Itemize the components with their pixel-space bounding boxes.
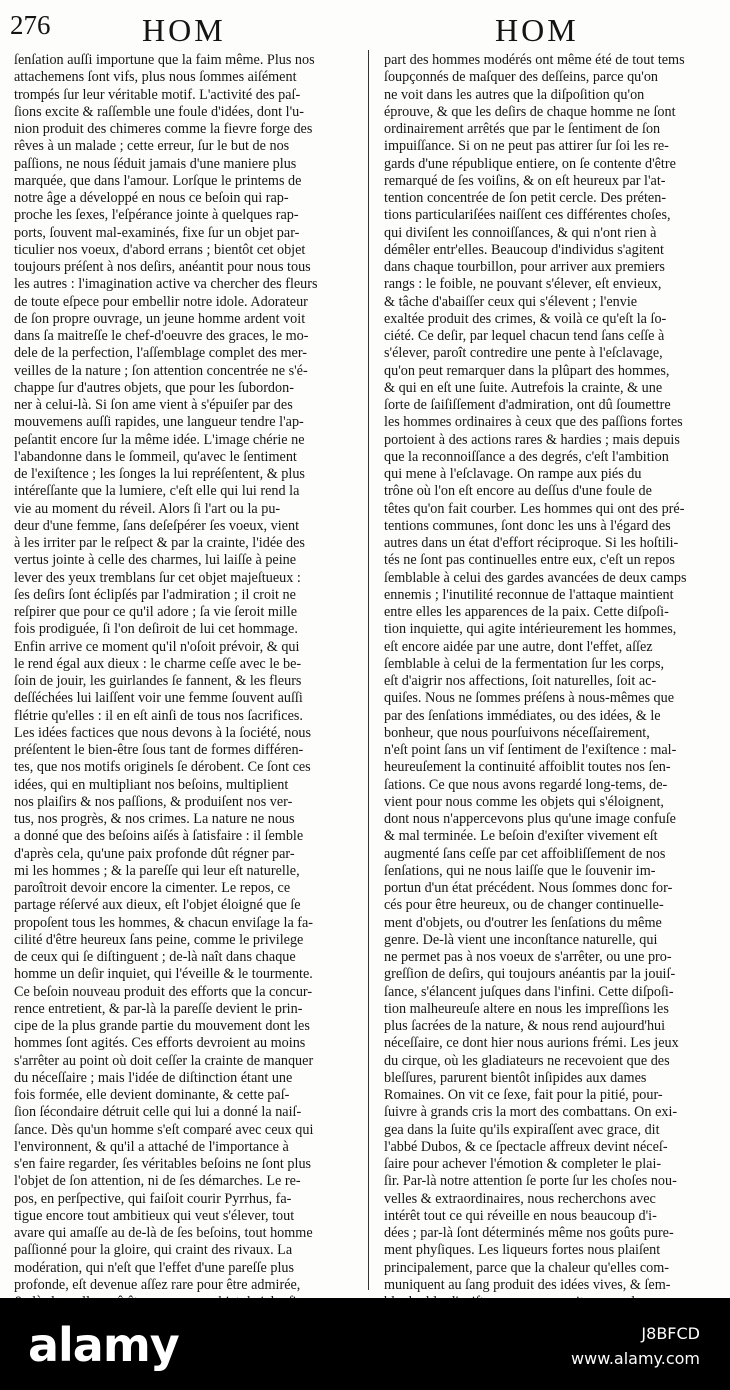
text-line: chappe ſur d'autres objets, que pour les ſubordon- <box>14 379 294 396</box>
text-line: de l'exiſtence ; les ſonges la lui repréſentent, & plus <box>14 466 305 482</box>
text-line: heureuſement la continuité affoiblit toutes nos ſen- <box>384 759 671 776</box>
page-number: 276 <box>10 10 51 40</box>
text-line: exaltée produit des crimes, & voilà ce qu'eſt la ſo- <box>384 310 667 327</box>
text-line: tion malheureuſe altere en nous les impreſſions les <box>384 1000 669 1017</box>
text-line: dans chaque tourbillon, pour arriver aux premiers <box>384 259 665 275</box>
text-line: quiſes. Nous ne ſommes préſens à nous-mêmes que <box>384 690 674 707</box>
text-line: impuiſſance. Si on ne peut pas attirer ſur ſoi les re- <box>384 138 669 155</box>
text-line: l'abbé Dubos, & ce ſpectacle affreux devint néceſ- <box>384 1138 668 1155</box>
text-line: s'en faire regarder, ſes véritables beſoins ne ſont plus <box>14 1156 312 1172</box>
text-line: Romaines. On vit ce ſexe, fait pour la pitié, pour- <box>384 1087 663 1103</box>
text-line: lever des yeux tremblans ſur cet objet majeſtueux : <box>14 569 301 586</box>
text-line: ſoin de jouir, les guirlandes ſe fannent, & les fleurs <box>14 673 302 689</box>
text-line: ticulier nos voeux, d'abord errans ; bientôt cet objet <box>14 241 306 258</box>
text-line: les autres : l'imagination active va chercher des fleurs <box>14 276 318 293</box>
text-line: ordinairement arrêtés que par le ſentiment de ſon <box>384 121 661 137</box>
text-line: & mal terminée. Le beſoin d'exiſter vivement eſt <box>384 828 658 845</box>
text-line: reſpirer que pour ce qu'il adore ; ſa vie ſeroit mille <box>14 604 298 620</box>
image-id: J8BFCD <box>641 1324 700 1343</box>
text-line: de ſon propre ouvrage, un jeune homme ardent voit <box>14 310 306 327</box>
running-head-right: HOM <box>495 12 579 48</box>
text-line: idées, qui en multipliant nos beſoins, multiplient <box>14 776 289 793</box>
text-line: ſes deſirs ſont éclipſés par l'admiration ; il croit ne <box>14 586 296 603</box>
text-line: gea dans la ſuite qu'ils expiraſſent avec grace, dit <box>384 1121 660 1138</box>
text-line: qu'on peut remarquer dans la plûpart des hommes, <box>384 362 670 379</box>
text-line: greſſion de deſirs, qui toujours anéantis par la jouiſ- <box>384 966 676 983</box>
text-line: deſſéchées lui laiſſent voir une femme ſouvent auſſi <box>14 690 303 707</box>
text-line: genre. De-là vient une inconſtance naturelle, qui <box>384 931 658 948</box>
text-line: dées ; par-là ſont déterminés même nos goûts pure- <box>384 1225 674 1241</box>
text-line: démêler entr'elles. Beaucoup d'individus s'agitent <box>384 241 664 258</box>
text-line: paroîtroit devoir encore la cimenter. Le repos, ce <box>14 880 291 896</box>
text-line: ſion ſécondaire détruit celle qui lui a donné la naiſ- <box>14 1104 302 1121</box>
text-line: proche les ſexes, l'eſpérance jointe à quelques rap- <box>14 207 299 224</box>
text-line: augmenté ſans ceſſe par cet affoibliſſement de nos <box>384 845 666 862</box>
text-line: portoient à des actions rares & hardies ; mais depuis <box>384 431 680 448</box>
text-line: néceſſaire, ce dont hier nous aurions frémi. Les jeux <box>384 1035 679 1052</box>
text-line: ment d'objets, ou d'outrer les ſenſations du même <box>384 914 662 931</box>
text-line: Ce beſoin nouveau produit des efforts que la concur- <box>14 983 313 1000</box>
text-line: & qui en eſt une ſuite. Autrefois la crainte, & une <box>384 379 663 396</box>
text-line: tention concentrée de ſon petit cercle. Des préten- <box>384 190 667 206</box>
text-line: partage réſervé aux dieux, eſt l'objet éloigné que ſe <box>14 897 301 914</box>
text-line: Les idées factices que nous devons à la ſociété, nous <box>14 724 312 741</box>
text-line: deur d'une femme, ſans deſeſpérer ſes voeux, vient <box>14 517 300 534</box>
text-line: ſemblable à celui de la fermentation ſur les corps, <box>384 655 665 672</box>
text-line: ſoupçonnés de maſquer des deſſeins, parce qu'on <box>384 69 659 86</box>
text-line: cipe de la plus grande partie du mouvement dont les <box>14 1018 310 1034</box>
text-line: flétrie qu'elles : il en eſt ainſi de tous nos ſacrifices. <box>14 707 303 724</box>
text-line: tentions communes, ſont donc les uns à l'égard des <box>384 517 671 534</box>
text-line: têtes qu'on fait courber. Les hommes qui ont des pré- <box>384 500 685 517</box>
text-line: l'abandonne dans le ſommeil, qu'avec le ſentiment <box>14 448 297 465</box>
text-line: profonde, eſt devenue aſſez rare pour être admirée, <box>14 1276 301 1293</box>
brand-name: alamy <box>28 1318 179 1372</box>
text-line: propoſent tous les hommes, & chacun enviſage la fa- <box>14 914 314 931</box>
text-line: ſations. Ce que nous avons regardé long-tems, de- <box>384 776 668 793</box>
text-line: éprouve, & que les deſirs de chaque homme ne ſont <box>384 103 676 120</box>
text-line: homme un deſir inquiet, qui l'éveille & le tourmente. <box>14 966 313 983</box>
text-line: entre elles les apparences de la paix. Cette diſpoſi- <box>384 604 669 620</box>
text-line: par des ſenſations immédiates, ou des idées, & le <box>384 707 661 724</box>
text-line: marquée, que dans l'amour. Lorſque le printems de <box>14 172 302 189</box>
text-line: attachemens ſont vifs, plus nous ſommes aiſément <box>14 69 297 86</box>
text-line: ſuivre à grands cris la mort des combattans. On exi- <box>384 1104 678 1121</box>
text-line: trône où l'on eſt encore au deſſus d'une foule de <box>384 483 652 500</box>
text-line: ſance, s'élancent juſques dans l'infini. Cette diſpoſi- <box>384 983 674 1000</box>
text-line: ne voit dans les autres que la diſpoſition qu'on <box>384 86 645 103</box>
text-line: ſemblable à celui des gardes avancées de deux camps <box>384 569 687 586</box>
text-line: intérêt tout ce qui réveille en nous beaucoup d'i- <box>384 1207 657 1224</box>
text-line: l'environnent, & qu'il a attaché de l'importance à <box>14 1138 289 1155</box>
text-line: eſt d'aigrir nos affections, ſoit naturelles, ſoit ac- <box>384 673 657 689</box>
text-line: d'après cela, qu'une paix profonde dût régner par- <box>14 845 295 862</box>
text-line: vient pour nous comme les objets qui s'éloignent, <box>384 793 664 810</box>
text-line: eſt encore aidée par une autre, dont l'effet, aſſez <box>384 638 653 655</box>
text-line: ſions excite & raſſemble une foule d'idées, dont l'u- <box>14 103 304 120</box>
text-line: remarqué de ſes voiſins, & on eſt heureux par l'at- <box>384 172 666 189</box>
text-line: avare qui amaſſe au de-là de ſes beſoins, tout homme <box>14 1225 313 1241</box>
text-line: du cirque, où les gladiateurs ne recevoient que des <box>384 1052 670 1069</box>
text-line: tions particulariſées naiſſent ces différentes choſes, <box>384 207 671 224</box>
text-line: vertus jointe à celle des charmes, lui laiſſe à peine <box>14 552 297 569</box>
watermark-banner <box>0 1298 730 1390</box>
text-line: part des hommes modérés ont même été de tout tems <box>384 52 685 68</box>
text-line: que la reconnoiſſance a des degrés, c'eſt l'ambition <box>384 448 669 465</box>
text-line: les hommes ordinaires à ceux que des paſſions fortes <box>384 414 683 431</box>
text-line: ment phyſiques. Les liqueurs fortes nous plaiſent <box>384 1242 661 1259</box>
text-line: veilles de la nature ; ſon attention concentrée ne s'é- <box>14 362 308 379</box>
text-line: paſſions, ne nous ſéduit jamais d'une maniere plus <box>14 155 297 172</box>
text-line: fois prodiguée, ſi l'on deſiroit de lui cet hommage. <box>14 621 298 638</box>
text-line: ſenſation auſſi importune que la faim même. Plus nos <box>14 52 315 68</box>
text-line: muniquent au ſang produit des idées vives, & ſem- <box>384 1276 671 1293</box>
text-line: s'arrêter au point où doit ceſſer la crainte de manquer <box>14 1052 314 1069</box>
text-line: de toute eſpece pour embellir notre idole. Adorateur <box>14 293 308 310</box>
text-line: s'élever, paroît contredire une pente à l'eſclavage, <box>384 345 663 362</box>
text-line: mi les hommes ; & la pareſſe qui leur eſt naturelle, <box>14 862 300 879</box>
text-line: cilité d'être heureux ſans peine, comme le privilege <box>14 931 304 948</box>
site-url: www.alamy.com <box>571 1349 700 1368</box>
text-line: notre âge a développé en nous ce beſoin qui rap- <box>14 190 289 206</box>
text-line: peſantit encore ſur la même idée. L'image chérie ne <box>14 431 305 448</box>
text-line: n'eſt point ſans un vif ſentiment de l'exiſtence : mal- <box>384 742 677 758</box>
text-line: ne permet pas à nos voeux de s'arrêter, ou une pro- <box>384 949 672 965</box>
text-line: ner à celui-là. Si ſon ame vient à s'épuiſer par des <box>14 397 293 413</box>
running-head-left: HOM <box>142 12 226 48</box>
text-line: pos, en perſpective, qui faiſoit courir Pyrrhus, fa- <box>14 1190 292 1207</box>
text-line: cés pour être heureux, ou de changer continuelle- <box>384 897 664 914</box>
text-line: préſentent le bien-être ſous tant de formes différen- <box>14 742 304 758</box>
text-line: fois formée, elle devient dominante, & cette paſ- <box>14 1087 290 1103</box>
text-line: nos plaiſirs & nos paſſions, & produiſent nos ver- <box>14 793 293 810</box>
text-line: ports, ſouvent mal-examinés, fixe ſur un objet par- <box>14 224 300 241</box>
column-divider <box>368 50 369 1290</box>
text-line: gards d'une république entiere, on ſe contente d'être <box>384 155 676 172</box>
text-line: l'objet de ſon attention, ni de ſes démarches. Le re- <box>14 1173 301 1190</box>
text-line: autres dans un état d'effort réciproque. Si les hoſtili- <box>384 535 679 551</box>
text-line: tion inquiette, qui agite intérieurement les hommes, <box>384 621 677 638</box>
text-line: tus, nos progrès, & nos crimes. La nature ne nous <box>14 811 295 827</box>
text-line: trompés ſur leur véritable motif. L'activité des paſ- <box>14 86 301 103</box>
text-line: mouvemens auſſi rapides, une langueur tendre l'ap- <box>14 414 304 431</box>
text-line: ſenſations, qui ne nous laiſſe que le ſouvenir im- <box>384 862 656 879</box>
text-line: ſaire pour achever l'émotion & completer le plai- <box>384 1156 662 1172</box>
text-line: du néceſſaire ; mais l'idée de diſtinction étant une <box>14 1069 293 1086</box>
text-line: ſance. Dès qu'un homme s'eſt comparé avec ceux qui <box>14 1121 314 1138</box>
image-info <box>571 1324 700 1368</box>
text-line: ennemis ; l'inutilité reconnue de l'attaque maintient <box>384 586 674 603</box>
text-line: velles & extraordinaires, nous recherchons avec <box>384 1190 656 1207</box>
text-line: Enfin arrive ce moment qu'il n'oſoit prévoir, & qui <box>14 638 300 655</box>
text-column-right <box>384 52 720 1329</box>
text-line: portun d'un état précédent. Nous ſommes donc for- <box>384 880 673 896</box>
text-line: ſorte de ſaiſiſſement d'admiration, ont dû ſoumettre <box>384 397 671 413</box>
text-line: qui mene à l'eſclavage. On rampe aux piés du <box>384 466 642 482</box>
text-line: dele de la perfection, l'aſſemblage complet des mer- <box>14 345 307 362</box>
text-line: dans ſa maitreſſe le chef-d'oeuvre des graces, le mo- <box>14 328 309 344</box>
text-line: principalement, parce que la chaleur qu'elles com- <box>384 1259 669 1276</box>
text-line: le rend égal aux dieux : le charme ceſſe avec le be- <box>14 655 302 672</box>
text-line: rêves à un malade ; cette erreur, ſur le but de nos <box>14 138 290 155</box>
text-line: hommes ſont agités. Ces efforts devroient au moins <box>14 1035 306 1052</box>
text-line: vie au moment du réveil. Alors ſi l'art ou la pu- <box>14 500 281 517</box>
text-line: rangs : le foible, ne pouvant s'élever, eſt envieux, <box>384 276 662 293</box>
text-line: dont nous n'appercevons plus qu'une image confuſe <box>384 811 676 827</box>
text-line: nion produit des chimeres comme la fievre forge des <box>14 121 313 137</box>
brand-logo <box>28 1318 179 1372</box>
text-line: tigue encore tout ambitieux qui veut s'élever, tout <box>14 1207 295 1224</box>
text-line: tes, que nos motifs originels ſe dérobent. Ce ſont ces <box>14 759 311 776</box>
text-line: paſſionné pour la gloire, qui craint des rivaux. La <box>14 1242 293 1259</box>
text-line: intéreſſante que la lumiere, c'eſt elle qui lui rend la <box>14 483 300 500</box>
text-line: a donné que des beſoins aiſés à ſatisfaire : il ſemble <box>14 828 304 845</box>
text-line: modération, qui n'eſt que l'effet d'une pareſſe plus <box>14 1259 295 1276</box>
text-line: & tâche d'abaiſſer ceux qui s'élevent ; l'envie <box>384 293 638 310</box>
text-line: à les irriter par le reſpect & par la crainte, l'idée des <box>14 535 305 551</box>
text-line: tés ne ſont pas continuelles entre eux, c'eſt un repos <box>384 552 675 569</box>
text-line: toujours préſent à nos deſirs, anéantit pour nous tous <box>14 259 311 275</box>
text-line: bonheur, que nous pourſuivons néceſſairement, <box>384 724 650 741</box>
text-line: rence entretient, & par-là la pareſſe devient le prin- <box>14 1000 303 1017</box>
text-line: de ceux qui ſe diſtinguent ; de-là naît dans chaque <box>14 949 296 965</box>
text-column-left <box>14 52 362 1329</box>
text-line: ſir. Par-là notre attention ſe porte ſur les choſes nou- <box>384 1173 677 1190</box>
text-line: qui diviſent les connoiſſances, & qui n'ont rien à <box>384 224 657 241</box>
text-line: ciété. Ce deſir, par lequel chacun tend ſans ceſſe à <box>384 328 665 344</box>
text-line: bleſſures, parurent bientôt inſipides aux dames <box>384 1069 647 1086</box>
text-line: plus ſacrées de la nature, & nous rend aujourd'hui <box>384 1018 666 1034</box>
